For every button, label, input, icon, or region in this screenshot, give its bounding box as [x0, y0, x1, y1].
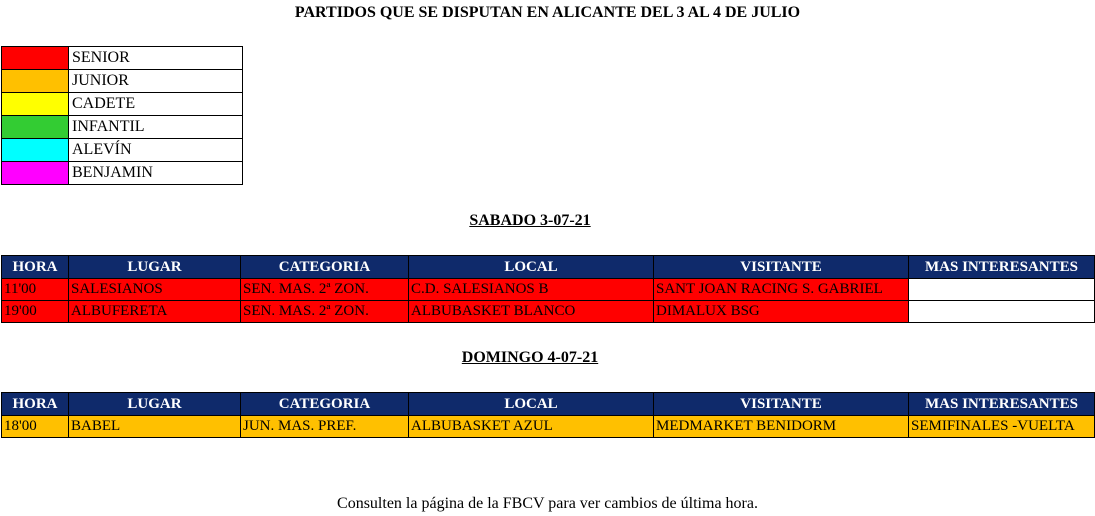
cell-hora: 11'00 [2, 279, 69, 301]
column-header: CATEGORIA [241, 393, 409, 416]
legend-row [2, 116, 243, 139]
legend-label: ALEVÍN [69, 139, 243, 162]
legend-row [2, 93, 243, 116]
category-legend [1, 46, 243, 185]
cell-visitante: SANT JOAN RACING S. GABRIEL [654, 279, 909, 301]
cell-hora: 19'00 [2, 301, 69, 323]
legend-row [2, 139, 243, 162]
cell-categoria: SEN. MAS. 2ª ZON. [241, 279, 409, 301]
legend-color-swatch [2, 47, 69, 70]
table-row [2, 279, 1095, 301]
legend-label: SENIOR [69, 47, 243, 70]
table-row [2, 416, 1095, 438]
column-header: VISITANTE [654, 393, 909, 416]
column-header: HORA [2, 256, 69, 279]
table-header-row [2, 393, 1095, 416]
footer-note: Consulten la página de la FBCV para ver cambios de última hora. [337, 495, 758, 512]
legend-row [2, 70, 243, 93]
legend-color-swatch [2, 139, 69, 162]
legend-label: INFANTIL [69, 116, 243, 139]
cell-interesantes: SEMIFINALES -VUELTA [909, 416, 1095, 438]
cell-categoria: SEN. MAS. 2ª ZON. [241, 301, 409, 323]
cell-visitante: MEDMARKET BENIDORM [654, 416, 909, 438]
cell-local: ALBUBASKET AZUL [409, 416, 654, 438]
legend-row [2, 47, 243, 70]
column-header: VISITANTE [654, 256, 909, 279]
legend-row [2, 162, 243, 185]
legend-color-swatch [2, 162, 69, 185]
cell-hora: 18'00 [2, 416, 69, 438]
legend-color-swatch [2, 93, 69, 116]
cell-local: ALBUBASKET BLANCO [409, 301, 654, 323]
saturday-heading: SABADO 3-07-21 [469, 212, 591, 229]
sunday-heading: DOMINGO 4-07-21 [461, 349, 599, 366]
cell-categoria: JUN. MAS. PREF. [241, 416, 409, 438]
page-title: PARTIDOS QUE SE DISPUTAN EN ALICANTE DEL 3 AL 4 DE JULIO [294, 4, 801, 21]
legend-color-swatch [2, 116, 69, 139]
cell-lugar: ALBUFERETA [69, 301, 241, 323]
table-row [2, 301, 1095, 323]
sunday-matches-table [1, 392, 1095, 438]
column-header: CATEGORIA [241, 256, 409, 279]
column-header: HORA [2, 393, 69, 416]
cell-lugar: SALESIANOS [69, 279, 241, 301]
saturday-matches-table [1, 255, 1095, 323]
legend-label: CADETE [69, 93, 243, 116]
table-header-row [2, 256, 1095, 279]
cell-interesantes [909, 279, 1095, 301]
cell-lugar: BABEL [69, 416, 241, 438]
legend-color-swatch [2, 70, 69, 93]
column-header: MAS INTERESANTES [909, 256, 1095, 279]
column-header: MAS INTERESANTES [909, 393, 1095, 416]
cell-visitante: DIMALUX BSG [654, 301, 909, 323]
cell-local: C.D. SALESIANOS B [409, 279, 654, 301]
legend-label: BENJAMIN [69, 162, 243, 185]
column-header: LOCAL [409, 393, 654, 416]
column-header: LUGAR [69, 393, 241, 416]
column-header: LUGAR [69, 256, 241, 279]
column-header: LOCAL [409, 256, 654, 279]
cell-interesantes [909, 301, 1095, 323]
legend-label: JUNIOR [69, 70, 243, 93]
